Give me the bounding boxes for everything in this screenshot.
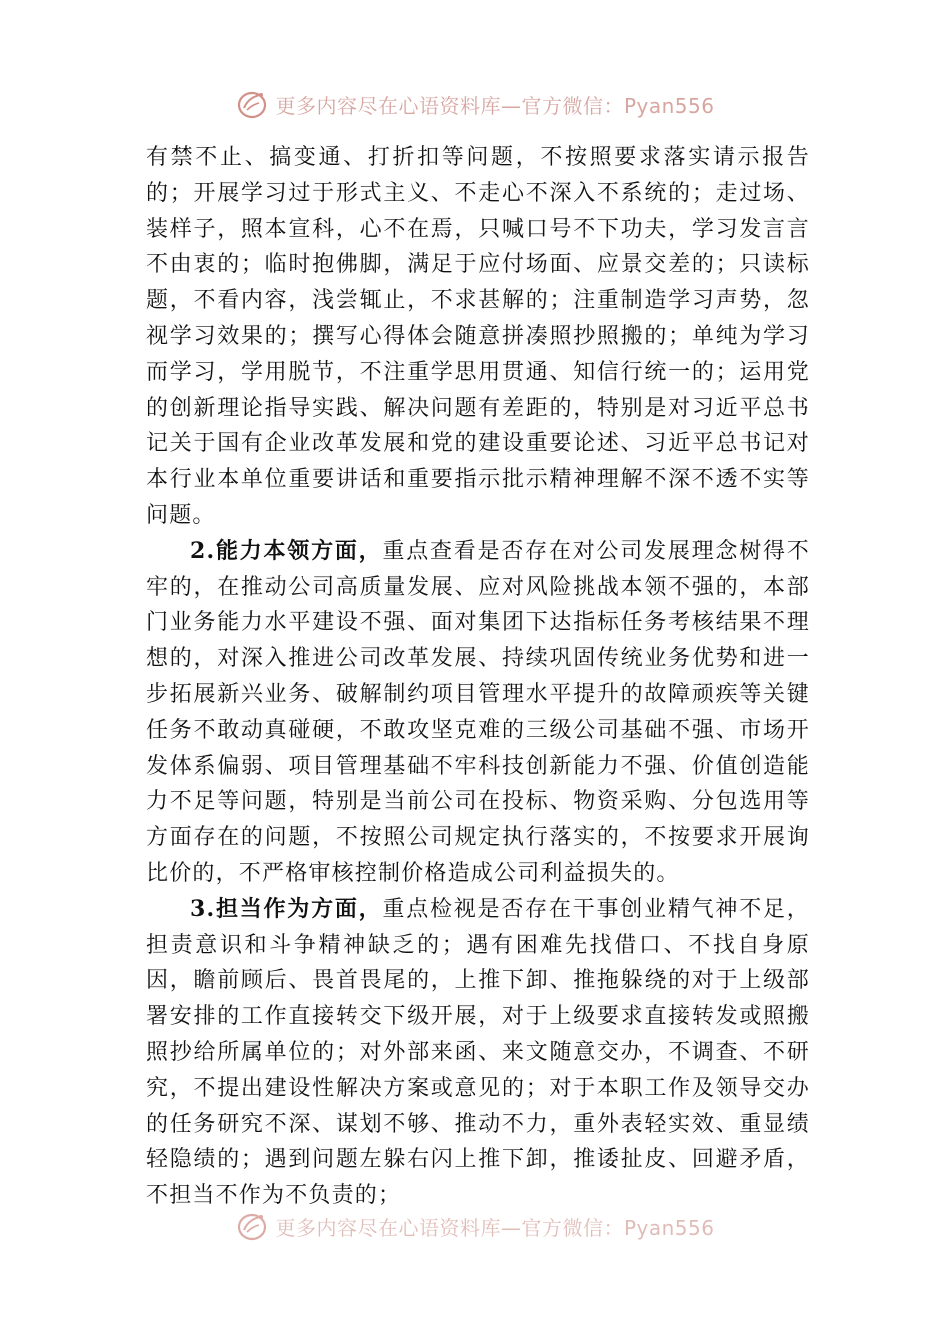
section-heading-ability: 2.能力本领方面， — [190, 537, 383, 564]
watermark-text: 更多内容尽在心语资料库—官方微信：Pyan556 — [275, 1215, 715, 1240]
paragraph-3 — [146, 892, 810, 1214]
brand-logo-icon — [235, 1208, 271, 1244]
paragraph-3-body: 重点检视是否存在干事创业精气神不足，担责意识和斗争精神缺乏的；遇有困难先找借口、不找自身原因，瞻前顾后、畏首畏尾的，上推下卸、推拖躲绕的对于上级部署安排的工作直接转交下级开展，对于上级要求直接转发或照搬照抄给所属单位的；对外部来函、来文随意交办，不调查、不研究，不提出建设性解决方案或意见的；对于本职工作及领导交办的任务研究不深、谋划不够、推动不力，重外表轻实效、重显绩轻隐绩的；遇到问题左躲右闪上推下卸，推诿扯皮、回避矛盾，不担当不作为不负责的； — [146, 896, 810, 1209]
paragraph-2 — [146, 534, 810, 892]
footer-watermark — [0, 1206, 950, 1246]
paragraph-1: 有禁不止、搞变通、打折扣等问题，不按照要求落实请示报告的；开展学习过于形式主义、不走心不深入不系统的；走过场、装样子，照本宣科，心不在焉，只喊口号不下功夫，学习发言言不由衷的；临时抱佛脚，满足于应付场面、应景交差的；只读标题，不看内容，浅尝辄止，不求甚解的；注重制造学习声势，忽视学习效果的；撰写心得体会随意拼凑照抄照搬的；单纯为学习而学习，学用脱节，不注重学思用贯通、知信行统一的；运用党的创新理论指导实践、解决问题有差距的，特别是对习近平总书记关于国有企业改革发展和党的建设重要论述、习近平总书记对本行业本单位重要讲话和重要指示批示精神理解不深不透不实等问题。 — [146, 145, 810, 528]
watermark-text: 更多内容尽在心语资料库—官方微信：Pyan556 — [275, 93, 715, 118]
document-body — [146, 140, 810, 1214]
brand-logo-icon — [235, 86, 271, 122]
header-watermark — [0, 84, 950, 124]
section-heading-responsibility: 3.担当作为方面， — [190, 895, 383, 922]
paragraph-2-body: 重点查看是否存在对公司发展理念树得不牢的，在推动公司高质量发展、应对风险挑战本领不强的，本部门业务能力水平建设不强、面对集团下达指标任务考核结果不理想的，对深入推进公司改革发展、持续巩固传统业务优势和进一步拓展新兴业务、破解制约项目管理水平提升的故障顽疾等关键任务不敢动真碰硬，不敢攻坚克难的三级公司基础不强、市场开发体系偏弱、项目管理基础不牢科技创新能力不强、价值创造能力不足等问题，特别是当前公司在投标、物资采购、分包选用等方面存在的问题，不按照公司规定执行落实的，不按要求开展询比价的，不严格审核控制价格造成公司利益损失的。 — [146, 538, 810, 886]
